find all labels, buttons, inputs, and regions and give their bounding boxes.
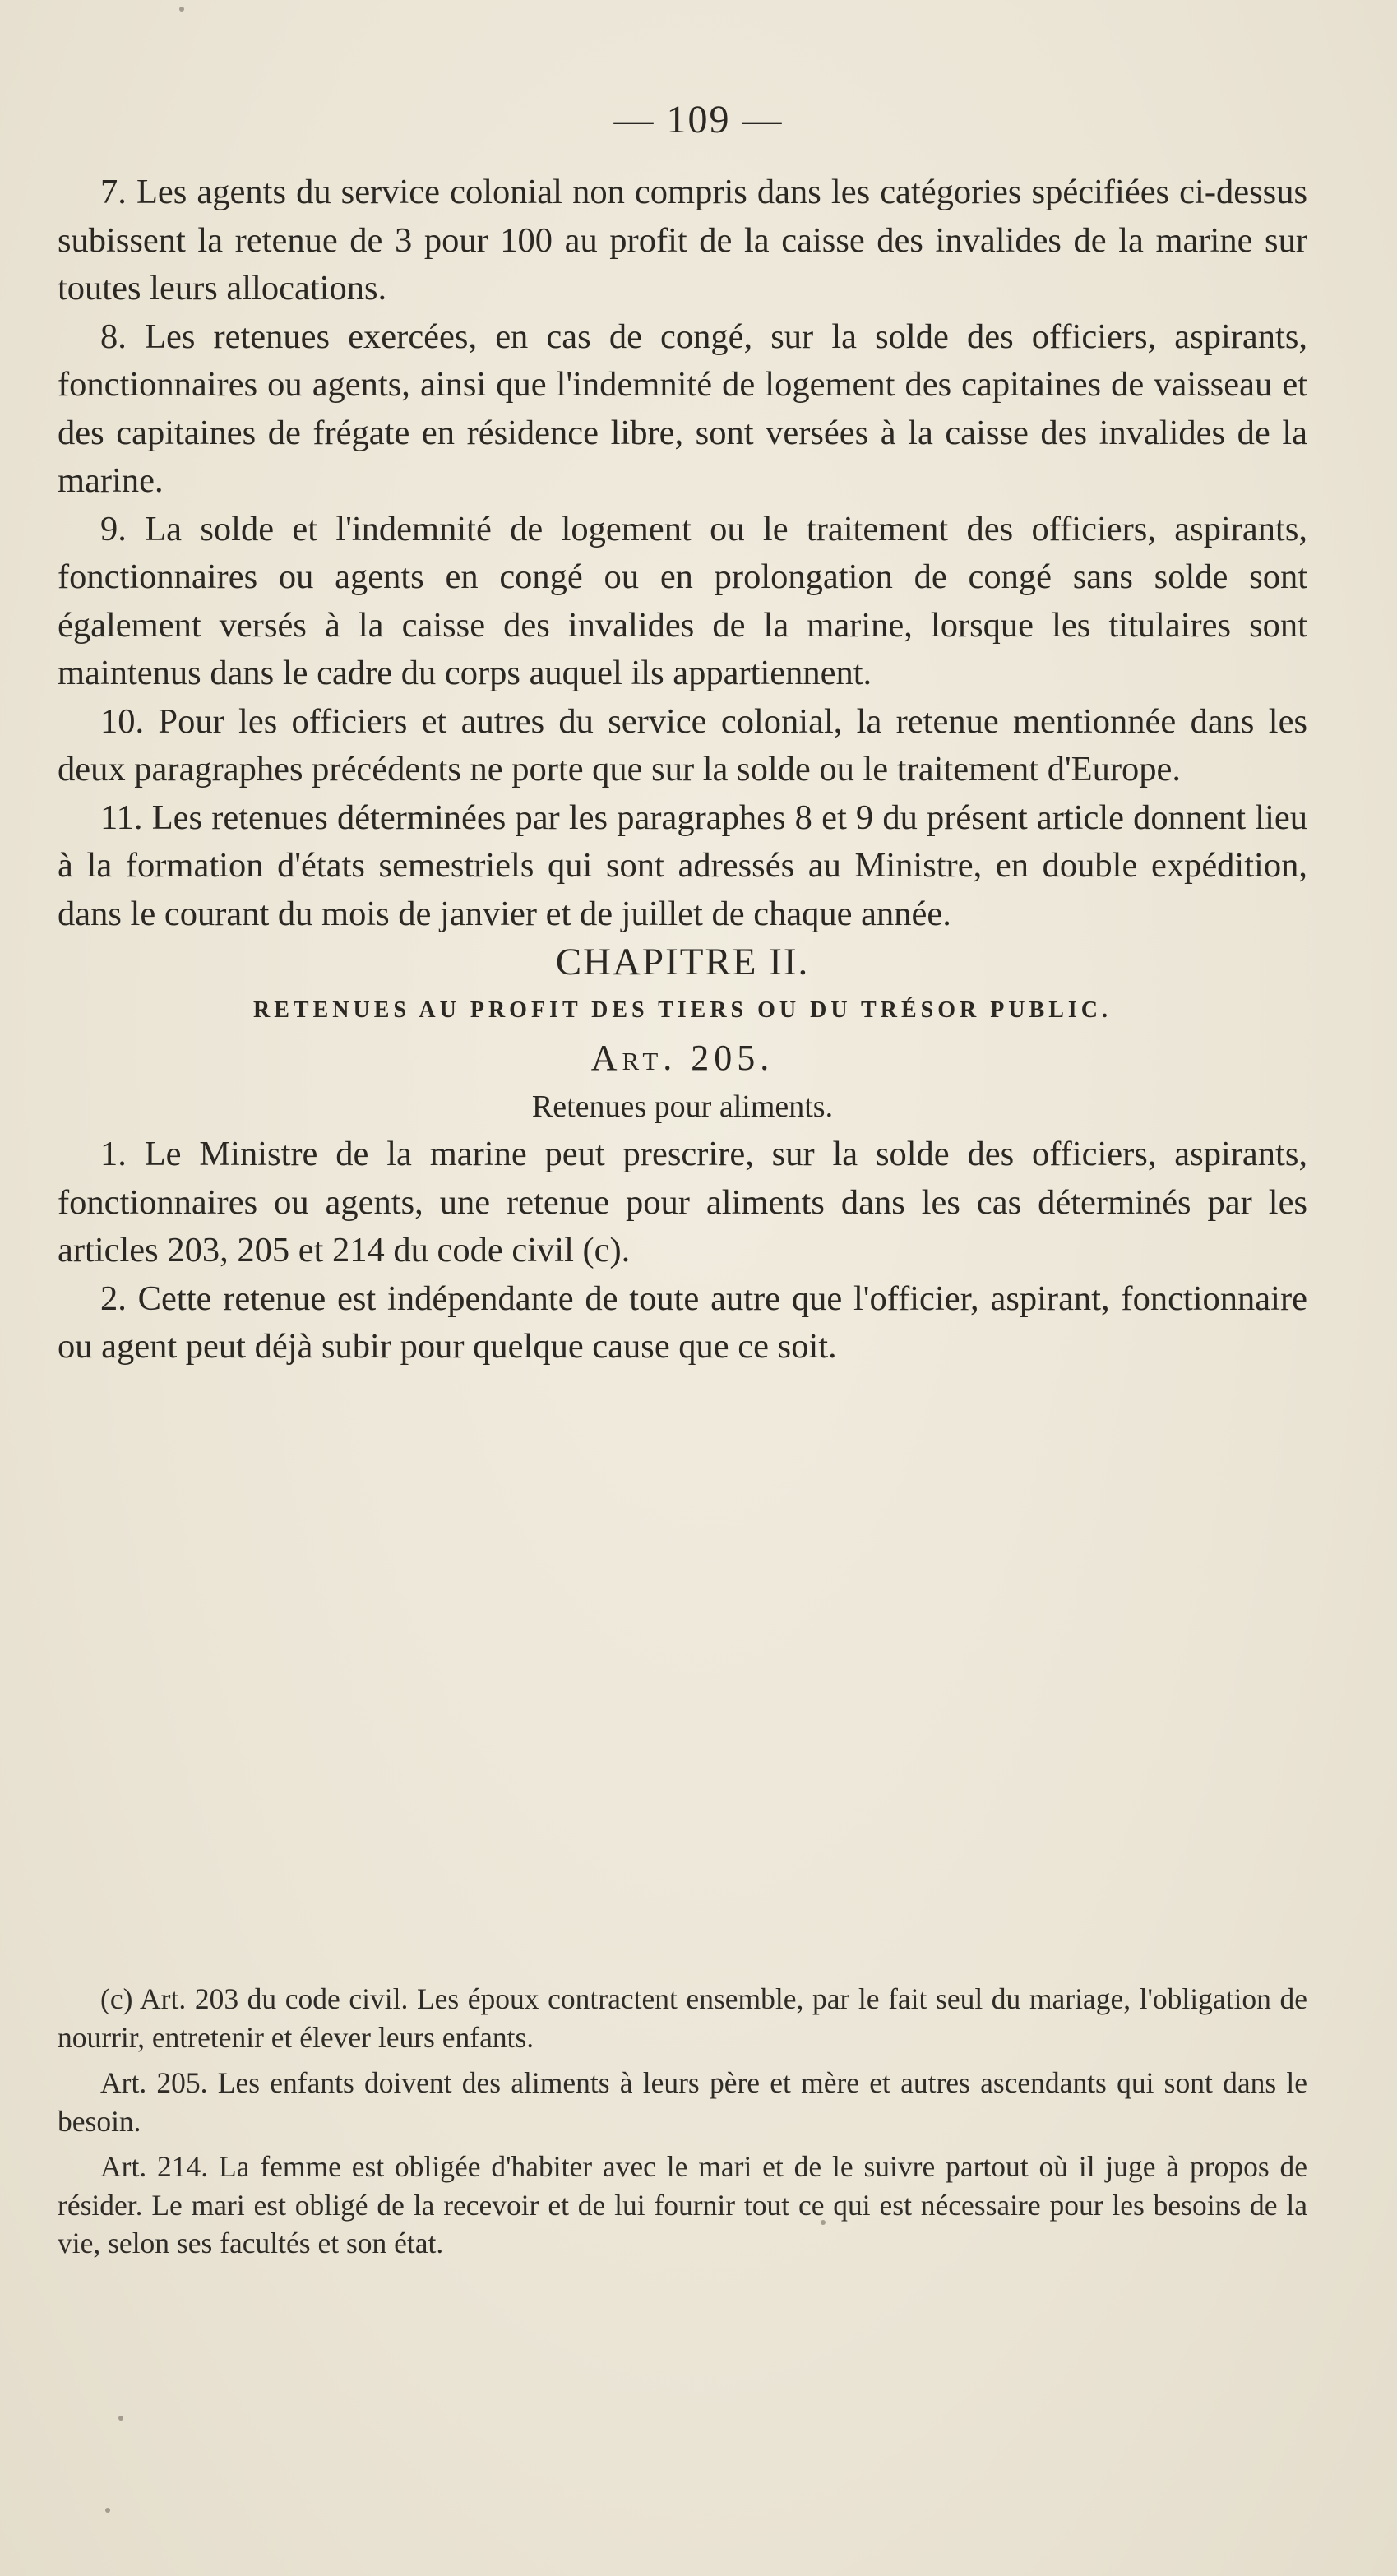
article-subject: Retenues pour aliments. [531,1089,834,1124]
print-speck [118,2416,123,2421]
chapter-title: CHAPITRE II. [555,941,810,983]
footnote-art-205: Art. 205. Les enfants doivent des aliments à leurs père et mère et autres ascendants qui sont dans le besoin. [58,2066,1307,2138]
paragraph-10: 10. Pour les officiers et autres du service colonial, la retenue mentionnée dans les deux paragraphes précédents ne porte que sur la solde ou le traitement d'Europe. [58,701,1307,789]
paragraph-11: 11. Les retenues déterminées par les paragraphes 8 et 9 du présent article donnent lieu à la formation d'états semestriels qui sont adressés au Ministre, en double expédition, dans le courant du mois de janvier et de juillet de chaque année. [58,798,1307,933]
paragraph-9: 9. La solde et l'indemnité de logement ou le traitement des officiers, aspirants, fonctionnaires ou agents en congé ou en prolongation de congé sans solde sont également versés à la caisse des invalides de la marine, lorsque les titulaires sont maintenus dans le cadre du corps auquel ils appartiennent. [58,509,1307,692]
footnote-art-214: Art. 214. La femme est obligée d'habiter avec le mari et de le suivre partout où il juge à propos de résider. Le mari est obligé de la recevoir et de lui fournir tout ce qui est nécessaire pour les besoins de la vie, selon ses facultés et son état. [58,2150,1307,2259]
article-paragraph-2: 2. Cette retenue est indépendante de toute autre que l'officier, aspirant, fonctionnaire ou agent peut déjà subir pour quelque cause que ce soit. [58,1279,1307,1366]
article-paragraph-1: 1. Le Ministre de la marine peut prescrire, sur la solde des officiers, aspirants, fonctionnaires ou agents, une retenue pour aliments dans les cas déterminés par les articles 203, 205 et 214 du code civil (c). [58,1135,1307,1270]
print-speck [105,2508,110,2513]
page-number: — 109 — [613,98,784,141]
paragraph-7: 7. Les agents du service colonial non compris dans les catégories spécifiées ci-dessus subissent la retenue de 3 pour 100 au profit de la caisse des invalides de la marine sur toutes leurs allocations. [58,173,1307,308]
chapter-subtitle: RETENUES AU PROFIT DES TIERS OU DU TRÉSOR PUBLIC. [253,997,1112,1023]
main-text [58,169,1307,1371]
footnote-c: (c) Art. 203 du code civil. Les époux contractent ensemble, par le fait seul du mariage, l'obligation de nourrir, entretenir et élever leurs enfants. [58,1982,1307,2054]
paragraph-8: 8. Les retenues exercées, en cas de congé, sur la solde des officiers, aspirants, fonctionnaires ou agents, ainsi que l'indemnité de logement des capitaines de vaisseau et des capitaines de frégate en résidence libre, sont versées à la caisse des invalides de la marine. [58,317,1307,500]
print-speck [179,7,184,12]
footnotes [58,1980,1307,2270]
article-title: Art. 205. [590,1038,775,1078]
